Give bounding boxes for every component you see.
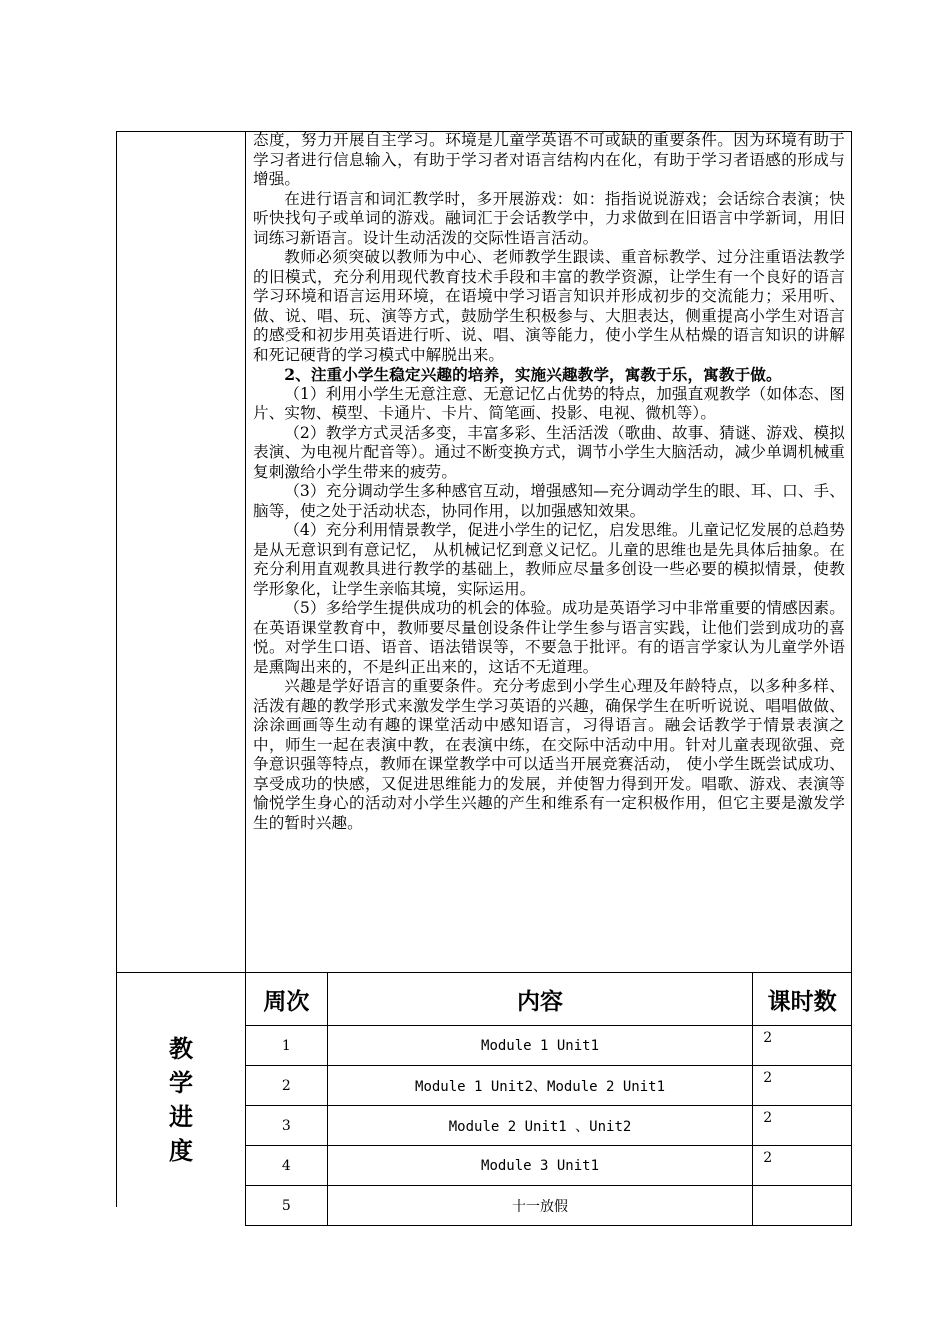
header-hours: 课时数 [753,973,852,1026]
label-char: 教 [169,1035,193,1063]
paragraph: （2）教学方式灵活多变，丰富多彩、生活活泼（歌曲、故事、猜谜、游戏、模拟表演、为电视片配音等）。通过不断变换方式，调节小学生大脑活动，减少单调机械重复刺激给小学生带来的疲劳。 [253,423,845,481]
table-row [246,1186,852,1226]
paragraph: 兴趣是学好语言的重要条件。充分考虑到小学生心理及年龄特点，以多种多样、活泼有趣的教学形式来激发学生学习英语的兴趣，确保学生在听听说说、唱唱做做、涂涂画画等生动有趣的课堂活动中感知语言，习得语言。融会话教学于情景表演之中，师生一起在表演中教，在表演中练，在交际中活动中用。针对儿童表现欲强、竞争意识强等特点，教师在课堂教学中可以适当开展竞赛活动， 使小学生既尝试成功、享受成功的快感，又促进思维能力的发展，并使智力得到开发。唱歌、游戏、表演等愉悦学生身心的活动对小学生兴趣的产生和维系有一定积极作用，但它主要是激发学生的暂时兴趣。 [253,677,845,832]
table-right-border [851,131,852,973]
header-content: 内容 [327,973,753,1026]
paragraph: 态度，努力开展自主学习。环境是儿童学英语不可或缺的重要条件。因为环境有助于学习者进行信息输入，有助于学习者对语言结构内在化，有助于学习者语感的形成与增强。 [253,131,845,188]
paragraph: （3）充分调动学生多种感官互动，增强感知—充分调动学生的眼、耳、口、手、脑等，使之处于活动状态，协同作用，以加强感知效果。 [253,482,845,520]
cell-content: Module 1 Unit2、Module 2 Unit1 [327,1066,753,1106]
teaching-measures-text [253,131,845,833]
cell-week: 3 [246,1106,328,1146]
cell-week: 5 [246,1186,328,1226]
cell-content: Module 2 Unit1 、Unit2 [327,1106,753,1146]
paragraph: （1）利用小学生无意注意、无意记忆占优势的特点，加强直观教学（如体态、图片、实物、模型、卡通片、卡片、简笔画、投影、电视、微机等）。 [253,384,845,422]
cell-week: 2 [246,1066,328,1106]
cell-hours: 2 [753,1066,852,1106]
cell-content: Module 3 Unit1 [327,1146,753,1186]
cell-content: 十一放假 [327,1186,753,1226]
paragraph: （5）多给学生提供成功的机会的体验。成功是英语学习中非常重要的情感因素。在英语课堂教育中，教师要尽量创设条件让学生参与语言实践，让他们尝到成功的喜悦。对学生口语、语音、语法错误等，不要急于批评。有的语言学家认为儿童学外语是熏陶出来的，不是纠正出来的，这话不无道理。 [253,599,845,676]
table-row [246,1026,852,1066]
cell-hours: 2 [753,1026,852,1066]
section-label-teaching-progress [166,1032,196,1168]
cell-hours [753,1186,852,1226]
cell-hours: 2 [753,1106,852,1146]
paragraph: 教师必须突破以教师为中心、老师教学生跟读、重音标教学、过分注重语法教学的旧模式，充分利用现代教育技术手段和丰富的教学资源，让学生有一个良好的语言学习环境和语言运用环境，在语境中学习语言知识并形成初步的交流能力；采用听、做、说、唱、玩、演等方式，鼓励学生积极参与、大胆表达，侧重提高小学生对语言的感受和初步用英语进行听、说、唱、演等能力，使小学生从枯燥的语言知识的讲解和死记硬背的学习模式中解脱出来。 [253,248,845,364]
header-week: 周次 [246,973,328,1026]
cell-content: Module 1 Unit1 [327,1026,753,1066]
table-row [246,1066,852,1106]
label-char: 度 [169,1137,193,1165]
cell-week: 1 [246,1026,328,1066]
label-char: 进 [169,1103,193,1131]
cell-week: 4 [246,1146,328,1186]
table-row [246,1106,852,1146]
schedule-header-row [246,973,852,1026]
paragraph: （4）充分利用情景教学，促进小学生的记忆，启发思维。儿童记忆发展的总趋势是从无意识到有意记忆， 从机械记忆到意义记忆。儿童的思维也是先具体后抽象。在充分利用直观教具进行教学的基础上，教师应尽量多创设一些必要的模拟情景，使教学形象化，让学生亲临其境，实际运用。 [253,521,845,598]
section-heading: 2、注重小学生稳定兴趣的培养，实施兴趣教学，寓教于乐，寓教于做。 [284,365,782,384]
table-column-divider [245,131,246,973]
table-left-border [116,131,117,1207]
cell-hours: 2 [753,1146,852,1186]
table-row [246,1146,852,1186]
paragraph: 在进行语言和词汇教学时，多开展游戏：如：指指说说游戏；会话综合表演；快听快找句子或单词的游戏。融词汇于会话教学中，力求做到在旧语言中学新词，用旧词练习新语言。设计生动活泼的交际性语言活动。 [253,189,845,247]
label-char: 学 [169,1069,193,1097]
schedule-table [245,972,852,1226]
